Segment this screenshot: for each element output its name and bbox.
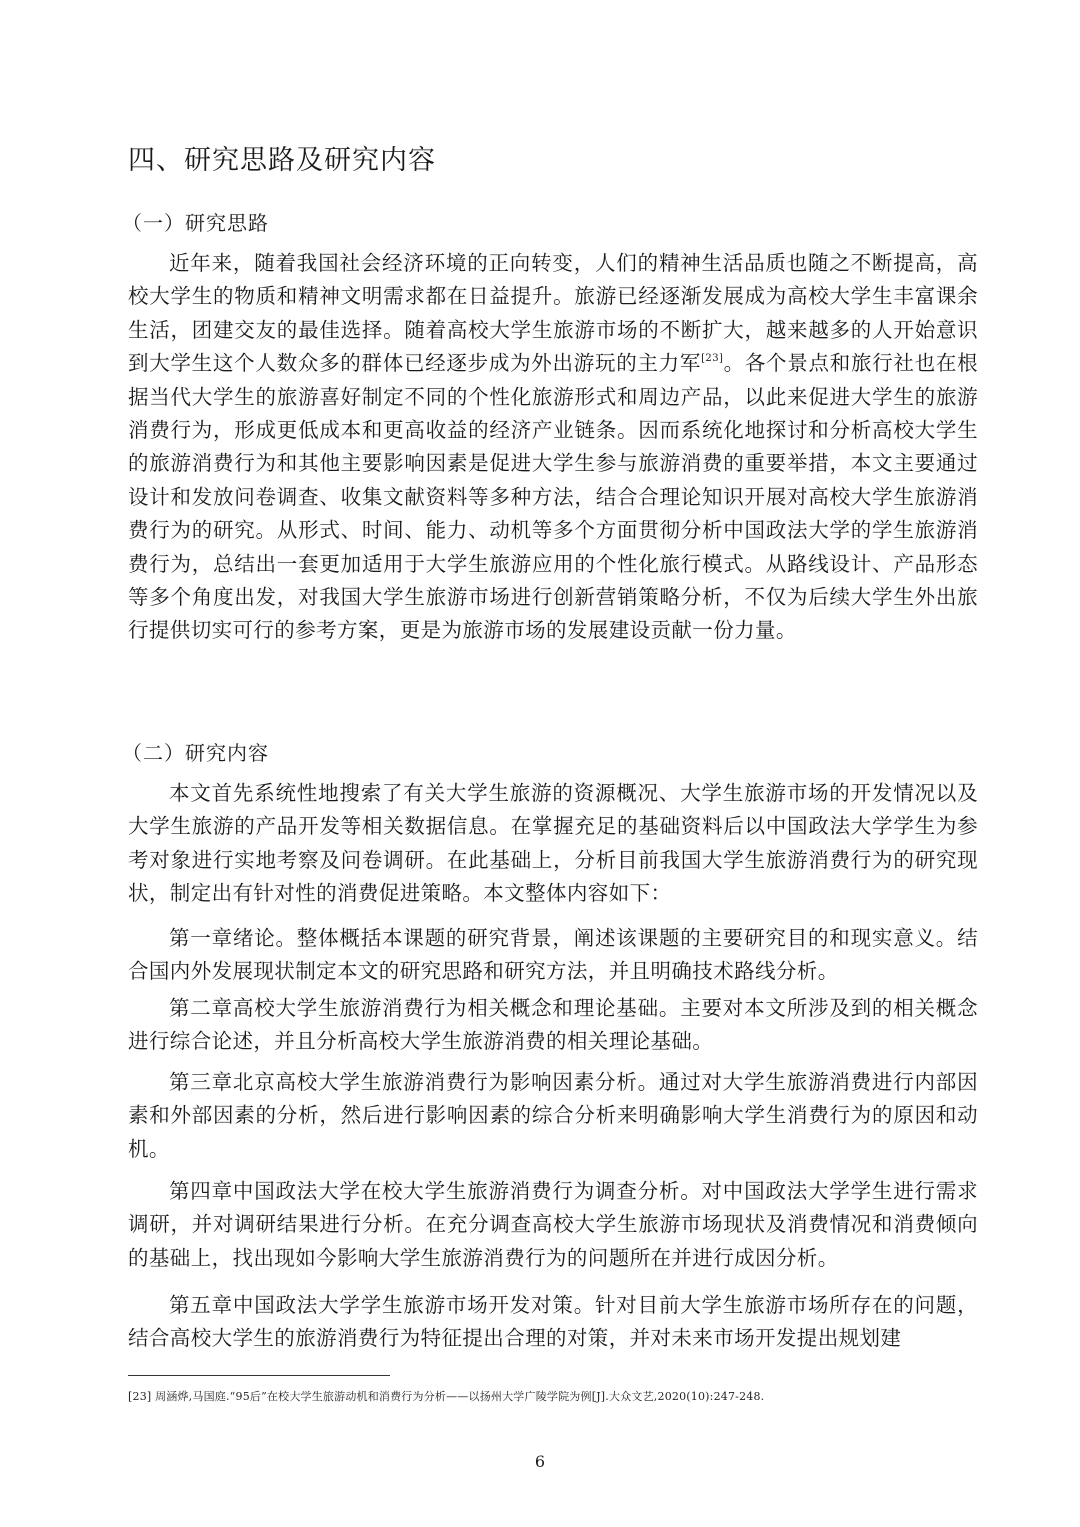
citation-marker: [23] — [701, 353, 724, 365]
chapter-4-summary: 第四章中国政法大学在校大学生旅游消费行为调查分析。对中国政法大学学生进行需求调研，并对调研结果进行分析。在充分调查高校大学生旅游市场现状及消费情况和消费倾向的基础上，找出现如今影响大学生旅游消费行为的问题所在并进行成因分析。 — [128, 1179, 978, 1270]
chapter-1-summary: 第一章绪论。整体概括本课题的研究背景，阐述该课题的主要研究目的和现实意义。结合国内外发展现状制定本文的研究思路和研究方法，并且明确技术路线分析。 — [128, 926, 978, 984]
paragraph-text-part-b: 。各个景点和旅行社也在根据当代大学生的旅游喜好制定不同的个性化旅游形式和周边产品，以此来促进大学生的旅游消费行为，形成更低成本和更高收益的经济产业链条。因而系统化地探讨和分析高校大学生的旅游消费行为和其他主要影响因素是促进大学生参与旅游消费的重要举措，本文主要通过设计和发放问卷调查、收集文献资料等多种方法，结合合理论知识开展对高校大学生旅游消费行为的研究。从形式、时间、能力、动机等多个方面贯彻分析中国政法大学的学生旅游消费行为，总结出一套更加适用于大学生旅游应用的个性化旅行模式。从路线设计、产品形态等多个角度出发，对我国大学生旅游市场进行创新营销策略分析，不仅为后续大学生外出旅行提供切实可行的参考方案，更是为旅游市场的发展建设贡献一份力量。 — [128, 351, 978, 643]
paragraph-text-part-a: 近年来，随着我国社会经济环境的正向转变，人们的精神生活品质也随之不断提高，高校大学生的物质和精神文明需求都在日益提升。旅游已经逐渐发展成为高校大学生丰富课余生活，团建交友的最佳选择。随着高校大学生旅游市场的不断扩大，越来越多的人开始意识到大学生这个人数众多的群体已经逐步成为外出游玩的主力军 — [128, 251, 978, 376]
footnote: [23] 周涵烨,马国庭.“95后”在校大学生旅游动机和消费行为分析——以扬州大学广陵学院为例[J].大众文艺,2020(10):247-248. — [128, 1390, 765, 1403]
subsection-title-research-approach: （一）研究思路 — [122, 211, 269, 235]
page-number: 6 — [534, 1452, 546, 1471]
section-heading: 四、研究思路及研究内容 — [128, 145, 436, 176]
subsection-title-research-content: （二）研究内容 — [122, 741, 269, 765]
research-approach-paragraph — [128, 247, 978, 648]
footnote-divider — [128, 1375, 390, 1376]
research-content-intro: 本文首先系统性地搜索了有关大学生旅游的资源概况、大学生旅游市场的开发情况以及大学生旅游的产品开发等相关数据信息。在掌握充足的基础资料后以中国政法大学学生为参考对象进行实地考察及问卷调研。在此基础上，分析目前我国大学生旅游消费行为的研究现状，制定出有针对性的消费促进策略。本文整体内容如下： — [128, 781, 978, 906]
chapter-2-summary: 第二章高校大学生旅游消费行为相关概念和理论基础。主要对本文所涉及到的相关概念进行综合论述，并且分析高校大学生旅游消费的相关理论基础。 — [128, 996, 978, 1054]
chapter-5-summary: 第五章中国政法大学学生旅游市场开发对策。针对目前大学生旅游市场所存在的问题，结合高校大学生的旅游消费行为特征提出合理的对策，并对未来市场开发提出规划建 — [128, 1293, 978, 1351]
chapter-3-summary: 第三章北京高校大学生旅游消费行为影响因素分析。通过对大学生旅游消费进行内部因素和外部因素的分析，然后进行影响因素的综合分析来明确影响大学生消费行为的原因和动机。 — [128, 1070, 978, 1161]
